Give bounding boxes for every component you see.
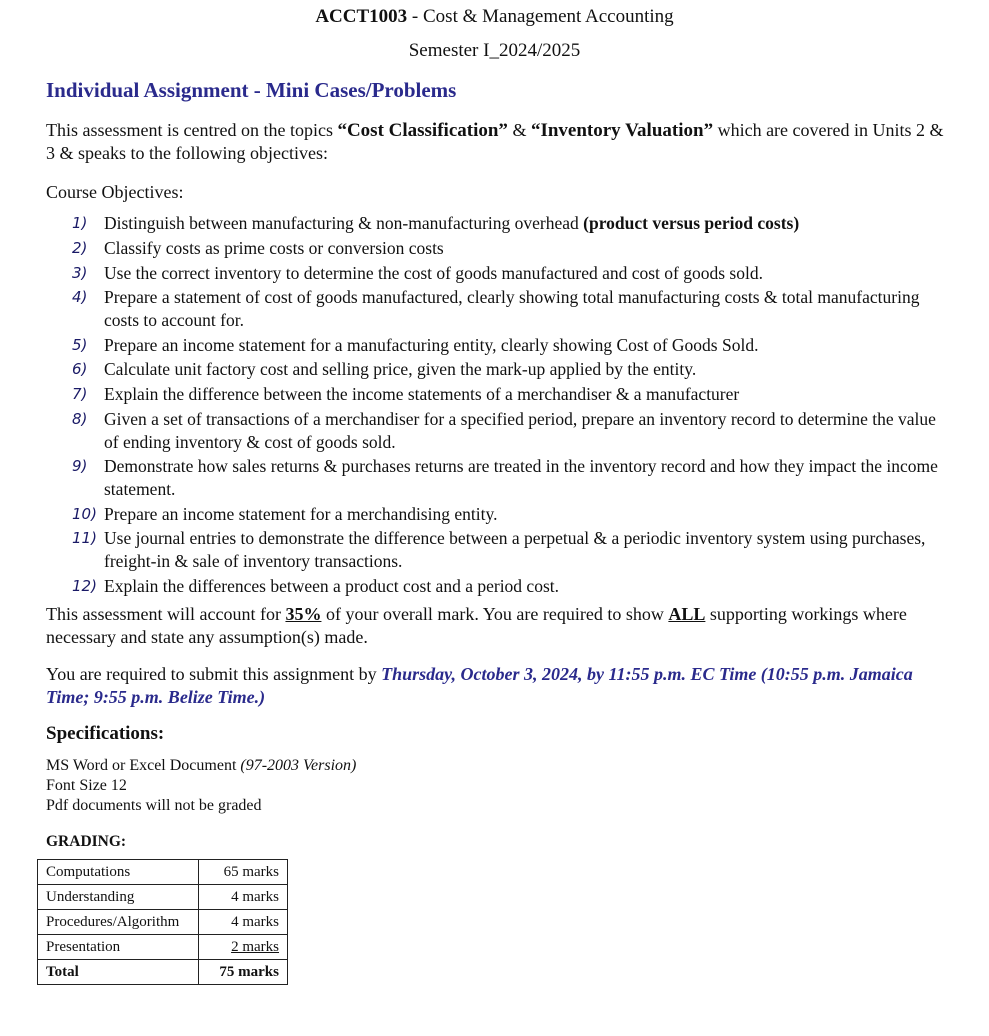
objective-item (46, 575, 951, 598)
table-row (38, 910, 288, 935)
deadline-text: You are required to submit this assignment by (46, 664, 382, 684)
grading-label: Presentation (38, 935, 199, 960)
objective-text: Use the correct inventory to determine the cost of goods manufactured and cost of goods sold. (104, 262, 763, 283)
objective-number: 2) (72, 238, 88, 257)
objectives-heading: Course Objectives: (46, 182, 184, 202)
specifications-list (46, 756, 356, 816)
table-row (38, 860, 288, 885)
objective-item (46, 503, 951, 526)
objective-item (46, 358, 951, 381)
objective-item (46, 212, 951, 235)
objective-number: 7) (72, 385, 88, 404)
objective-text: Prepare an income statement for a merchandising entity. (104, 503, 498, 524)
due-date: Thursday, October 3, 2024, by 11:55 p.m. EC Time (10:55 p.m. Jamaica Time; 9:55 p.m. Belize Time.) (46, 664, 913, 707)
objective-item (46, 334, 951, 357)
objective-item (46, 286, 951, 331)
objective-number: 10) (72, 504, 97, 523)
deadline-paragraph (46, 663, 946, 709)
table-row (38, 935, 288, 960)
table-row-total (38, 960, 288, 985)
objective-item (46, 527, 951, 572)
course-title (0, 6, 989, 28)
spec-pdf-note: Pdf documents will not be graded (46, 797, 262, 814)
grading-table (37, 859, 288, 985)
objective-number: 9) (72, 457, 88, 476)
grading-marks: 4 marks (199, 910, 288, 935)
objective-item (46, 455, 951, 500)
intro-text-1: This assessment is centred on the topics (46, 120, 338, 140)
intro-paragraph (46, 119, 946, 165)
objective-number: 3) (72, 263, 88, 282)
grading-label: Understanding (38, 885, 199, 910)
spec-format-version: (97-2003 Version) (240, 757, 357, 774)
grading-marks: 65 marks (199, 860, 288, 885)
grading-label: Procedures/Algorithm (38, 910, 199, 935)
objective-text: Explain the difference between the income statements of a merchandiser & a manufacturer (104, 384, 740, 405)
objective-number: 1) (72, 214, 88, 232)
intro-text-3: which are covered in Units 2 & 3 & speaks to the following objectives: (46, 120, 944, 163)
weight-text-1: This assessment will account for (46, 604, 286, 624)
weight-paragraph (46, 603, 946, 649)
spec-format (46, 756, 356, 776)
objective-number: 6) (72, 360, 88, 379)
objective-text: Prepare a statement of cost of goods manufactured, clearly showing total manufacturing costs & total manufacturing costs to account for. (104, 287, 920, 330)
objective-bold-text: (product versus period costs) (583, 213, 800, 233)
spec-format-text: MS Word or Excel Document (46, 757, 241, 774)
specifications-heading: Specifications: (46, 723, 165, 744)
objective-text: Distinguish between manufacturing & non-manufacturing overhead (104, 213, 584, 233)
objective-text: Use journal entries to demonstrate the difference between a perpetual & a periodic inventory system using purchases, freight-in & sale of inventory transactions. (104, 528, 926, 571)
weight-percent: 35% (285, 604, 322, 624)
weight-text-2: of your overall mark. You are required to show (321, 604, 669, 624)
objective-item (46, 262, 951, 285)
semester: Semester I_2024/2025 (408, 40, 581, 61)
objective-number: 4) (72, 288, 88, 307)
grading-total-label: Total (38, 960, 199, 985)
grading-total-marks: 75 marks (199, 960, 288, 985)
topic-cost-classification: “Cost Classification” (337, 120, 508, 141)
course-name: - Cost & Management Accounting (407, 6, 674, 27)
objective-text: Explain the differences between a product cost and a period cost. (104, 575, 559, 596)
grading-heading: GRADING: (46, 833, 127, 850)
objective-text: Given a set of transactions of a merchandiser for a specified period, prepare an inventory record to determine the value of ending inventory & cost of goods sold. (104, 409, 936, 452)
grading-marks: 4 marks (199, 885, 288, 910)
objective-number: 5) (72, 335, 88, 354)
table-row (38, 885, 288, 910)
grading-marks (199, 935, 288, 960)
objective-item (46, 383, 951, 406)
objective-text: Classify costs as prime costs or conversion costs (104, 237, 444, 258)
objective-number: 11) (72, 529, 97, 548)
weight-text-3: supporting workings where necessary and state any assumption(s) made. (46, 604, 907, 647)
assignment-title: Individual Assignment - Mini Cases/Problems (46, 78, 457, 102)
weight-all: ALL (668, 604, 706, 624)
intro-text-2: & (507, 120, 531, 140)
presentation-marks: 2 marks (231, 938, 279, 955)
topic-inventory-valuation: “Inventory Valuation” (530, 120, 714, 141)
grading-label: Computations (38, 860, 199, 885)
objective-number: 12) (72, 576, 97, 595)
objective-text: Calculate unit factory cost and selling price, given the mark-up applied by the entity. (104, 359, 697, 380)
objective-text: Prepare an income statement for a manufacturing entity, clearly showing Cost of Goods Sold. (104, 334, 759, 355)
course-code: ACCT1003 (315, 6, 408, 27)
objective-item (46, 408, 951, 453)
objective-number: 8) (72, 410, 88, 429)
objective-text: Demonstrate how sales returns & purchases returns are treated in the inventory record and how they impact the income statement. (104, 456, 938, 499)
objectives-list (46, 212, 951, 600)
objective-item (46, 237, 951, 260)
spec-font-size: Font Size 12 (46, 777, 127, 794)
